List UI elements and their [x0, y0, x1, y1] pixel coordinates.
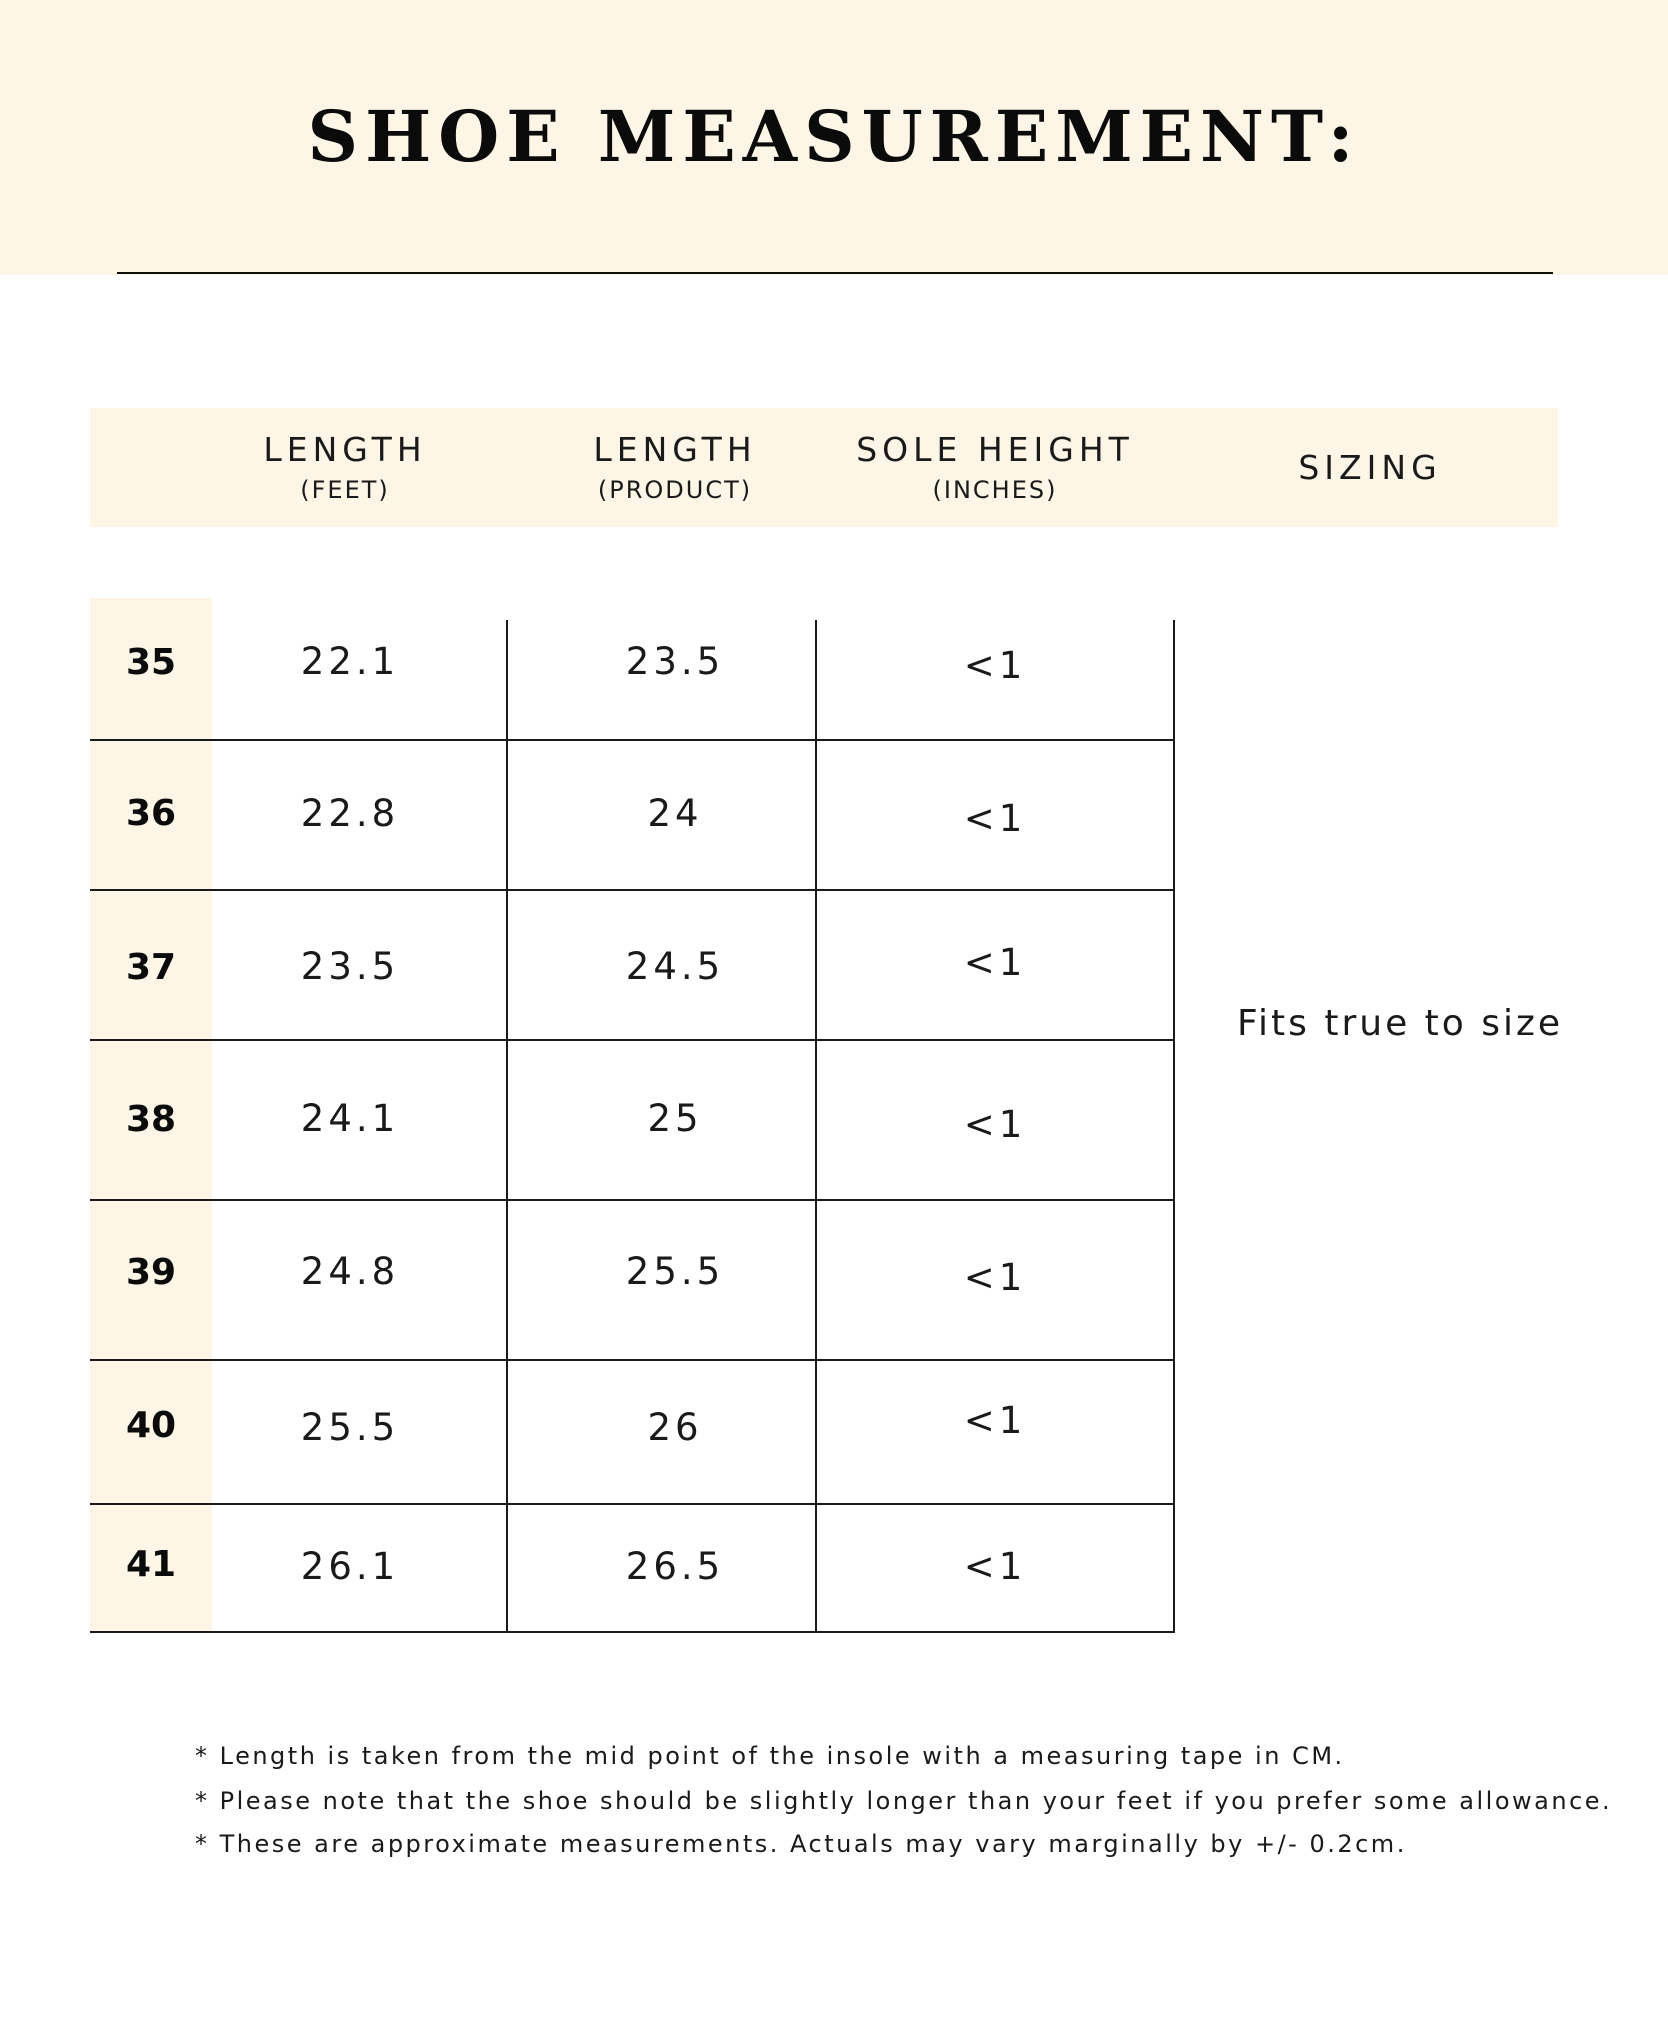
sole-height-cell: <1 [963, 1545, 1027, 1588]
column-header-sole-height [850, 430, 1140, 510]
column-header-label: SIZING [1298, 448, 1442, 487]
length-feet-cell: 26.1 [300, 1545, 400, 1588]
column-header-unit: (PRODUCT) [597, 476, 753, 504]
length-feet-cell: 22.8 [300, 792, 400, 835]
length-feet-cell: 24.8 [300, 1250, 400, 1293]
column-divider [815, 620, 817, 1632]
sole-height-cell: <1 [963, 797, 1027, 840]
length-feet-cell: 24.1 [300, 1097, 400, 1140]
sole-height-cell: <1 [963, 1103, 1027, 1146]
row-divider [90, 1199, 1175, 1201]
size-label: 35 [125, 642, 177, 683]
length-product-cell: 26.5 [625, 1545, 725, 1588]
row-divider [90, 1359, 1175, 1361]
column-header-unit: (FEET) [300, 476, 390, 504]
column-header-length-product [555, 430, 795, 510]
column-divider [506, 620, 508, 1632]
length-product-cell: 25 [647, 1097, 703, 1140]
sizing-note: Fits true to size [1236, 1003, 1564, 1044]
row-divider [90, 1039, 1175, 1041]
footnote: * Length is taken from the mid point of the insole with a measuring tape in CM. [195, 1742, 1345, 1770]
row-divider [90, 1503, 1175, 1505]
size-label: 39 [125, 1252, 177, 1293]
column-header-sizing [1260, 448, 1480, 488]
row-divider [90, 889, 1175, 891]
column-header-label: LENGTH [593, 430, 757, 469]
column-header-label: LENGTH [263, 430, 427, 469]
sole-height-cell: <1 [963, 941, 1027, 984]
length-feet-cell: 23.5 [300, 945, 400, 988]
length-product-cell: 24 [647, 792, 703, 835]
column-header-length-feet [225, 430, 465, 510]
length-product-cell: 25.5 [625, 1250, 725, 1293]
length-feet-cell: 25.5 [300, 1406, 400, 1449]
length-product-cell: 26 [647, 1406, 703, 1449]
sole-height-cell: <1 [963, 1399, 1027, 1442]
size-label: 37 [125, 947, 177, 988]
page-title: SHOE MEASUREMENT: [307, 95, 1361, 178]
row-divider [90, 739, 1175, 741]
table-bottom-border [90, 1631, 1175, 1633]
column-header-unit: (INCHES) [932, 476, 1058, 504]
sole-height-cell: <1 [963, 644, 1027, 687]
size-label: 41 [125, 1544, 177, 1585]
size-label: 38 [125, 1099, 177, 1140]
length-product-cell: 24.5 [625, 945, 725, 988]
column-divider [1173, 620, 1175, 1632]
title-divider [117, 272, 1553, 274]
sole-height-cell: <1 [963, 1256, 1027, 1299]
size-label: 36 [125, 793, 177, 834]
column-header-label: SOLE HEIGHT [856, 430, 1134, 469]
length-product-cell: 23.5 [625, 640, 725, 683]
footnote: * Please note that the shoe should be slightly longer than your feet if you prefer some allowance. [195, 1787, 1613, 1815]
footnote: * These are approximate measurements. Actuals may vary marginally by +/- 0.2cm. [195, 1830, 1407, 1858]
length-feet-cell: 22.1 [300, 640, 400, 683]
size-label: 40 [125, 1405, 177, 1446]
